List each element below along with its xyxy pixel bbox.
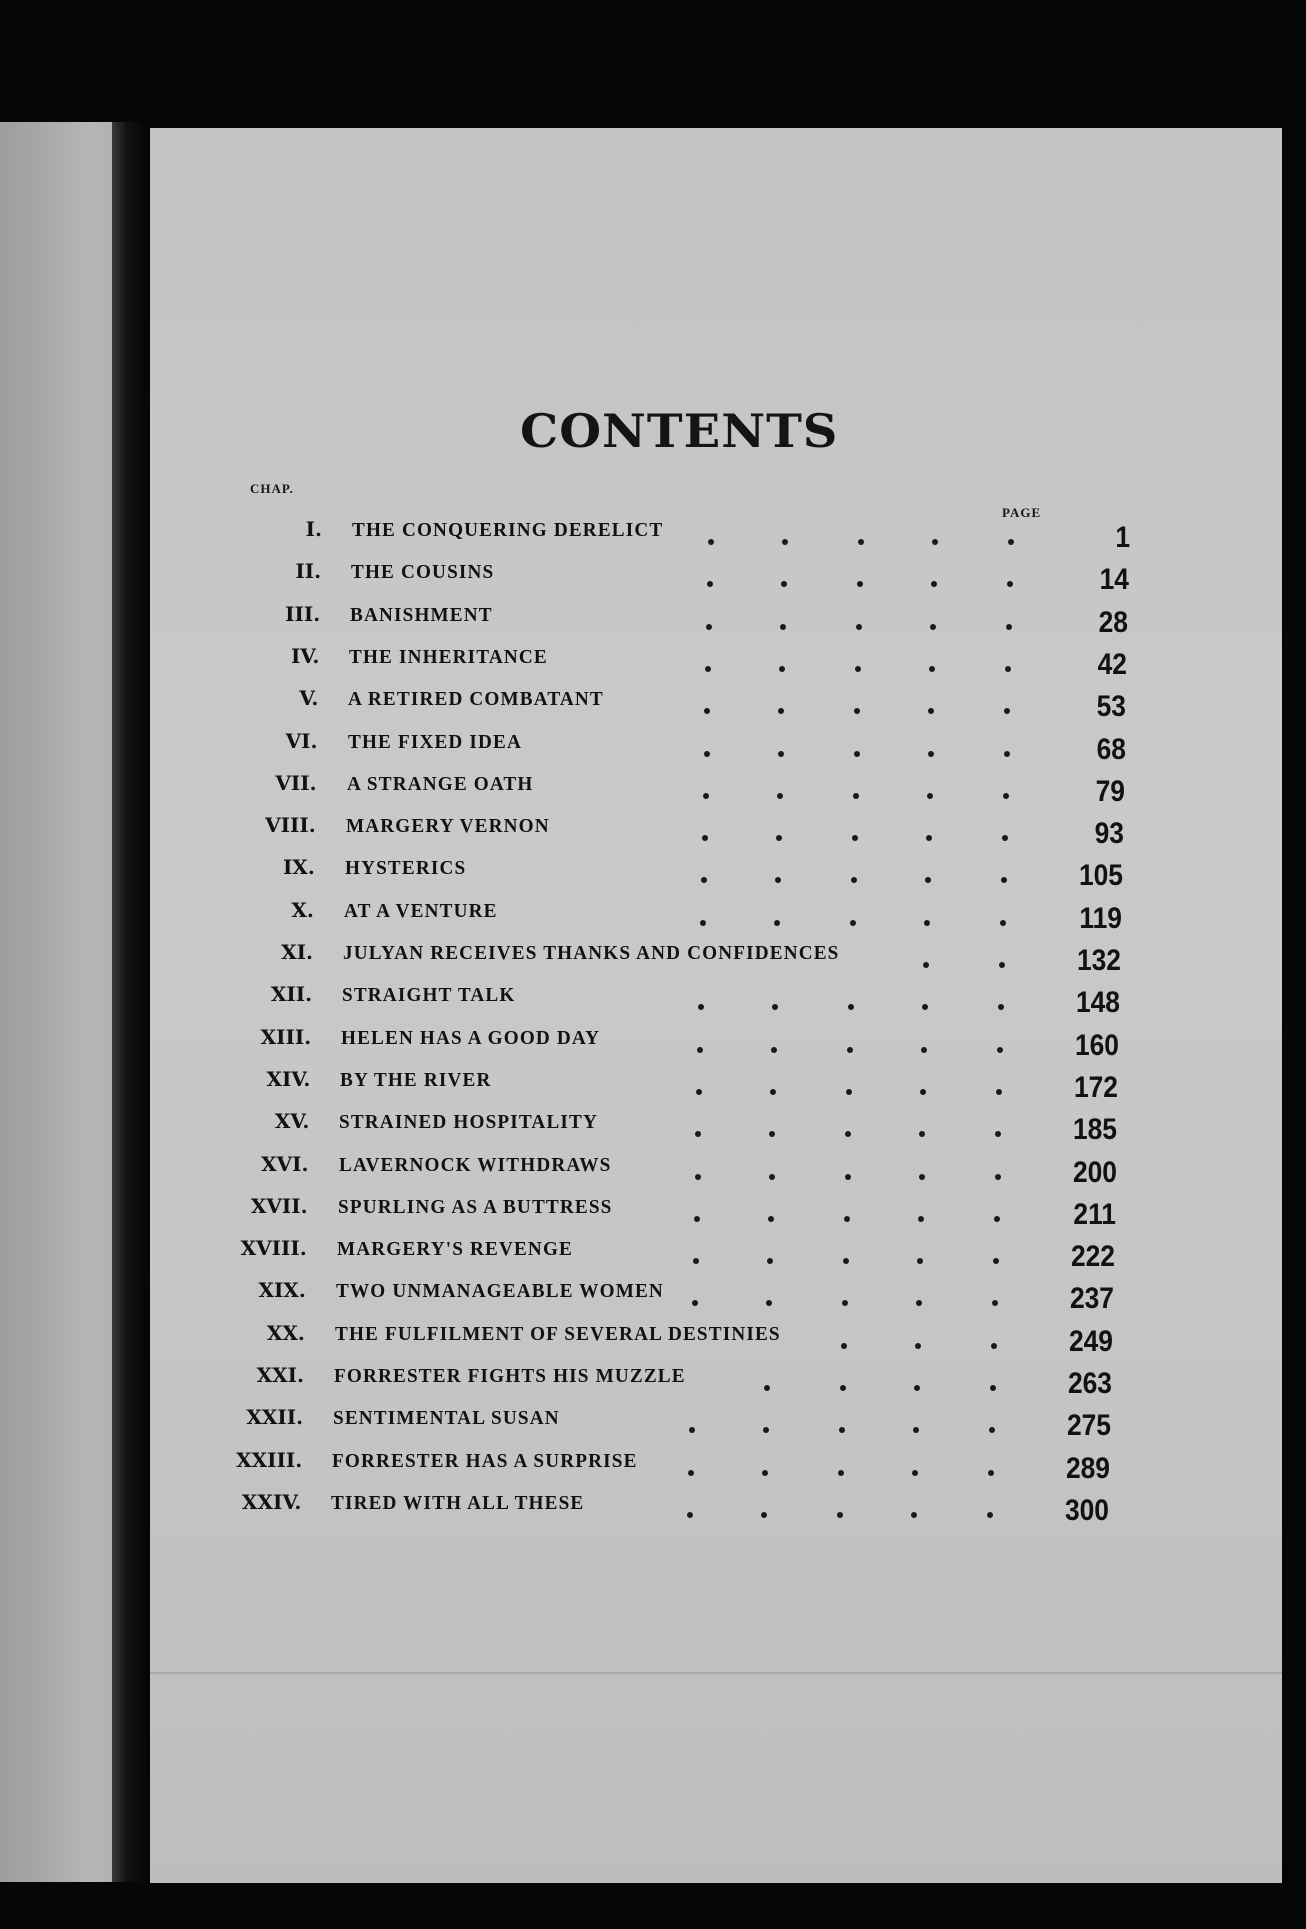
chapter-number: XX. [266, 1320, 305, 1345]
leader-dot [858, 539, 864, 545]
leader-dot [693, 1258, 699, 1264]
leader-dot [840, 1385, 846, 1391]
page-number: 222 [1070, 1240, 1115, 1274]
leader-dot [706, 624, 712, 630]
toc-entry [259, 557, 1159, 597]
chapter-number: XXIV. [241, 1489, 302, 1514]
chapter-title: HELEN HAS A GOOD DAY [341, 1026, 601, 1049]
toc-entry [249, 1023, 1149, 1063]
leader-dot [991, 1343, 997, 1349]
page-crease [150, 1672, 1282, 1674]
toc-entry [256, 727, 1156, 767]
page-number: 28 [1098, 605, 1129, 639]
leader-dot [846, 1089, 852, 1095]
page-number: 42 [1097, 647, 1128, 681]
leader-dot [843, 1258, 849, 1264]
leader-dot [924, 920, 930, 926]
leader-dot [928, 751, 934, 757]
leader-dot [1006, 624, 1012, 630]
toc-entry [243, 1319, 1143, 1359]
chapter-number: VIII. [265, 813, 316, 838]
leader-dot [918, 1216, 924, 1222]
leader-dot [696, 1089, 702, 1095]
chapter-number: XIV. [266, 1066, 311, 1091]
leader-dot [694, 1216, 700, 1222]
leader-dot [925, 877, 931, 883]
chapter-title: THE CONQUERING DERELICT [352, 519, 664, 541]
leader-dot [778, 751, 784, 757]
page-number: 132 [1076, 944, 1121, 977]
leader-dot [1005, 666, 1011, 672]
leader-dot [1004, 708, 1010, 714]
chapter-title: JULYAN RECEIVES THANKS AND CONFIDENCES [343, 942, 840, 964]
leader-dot [695, 1174, 701, 1180]
leader-dot [688, 1470, 694, 1476]
page-number: 263 [1067, 1367, 1112, 1400]
chapter-title: THE INHERITANCE [349, 645, 549, 668]
leader-dot [854, 708, 860, 714]
leader-dot [922, 1004, 928, 1010]
leader-dot [839, 1427, 845, 1433]
page-number: 237 [1069, 1282, 1114, 1316]
page-number: 211 [1072, 1197, 1116, 1231]
leader-dot [1007, 581, 1013, 587]
toc-entry [250, 980, 1150, 1020]
leader-dot [769, 1174, 775, 1180]
leader-dot [999, 962, 1005, 968]
leader-dot [704, 708, 710, 714]
leader-dot [708, 539, 714, 545]
leader-dot [704, 751, 710, 757]
page-number: 1 [1115, 521, 1130, 554]
leader-dot [931, 581, 937, 587]
toc-entry [240, 1234, 1145, 1274]
leader-dot [856, 624, 862, 630]
leader-dot [698, 1004, 704, 1010]
page-number: 119 [1079, 901, 1122, 935]
chapter-title: MARGERY VERNON [345, 815, 550, 838]
toc-entry [239, 1488, 1139, 1528]
leader-dot [781, 581, 787, 587]
toc-entry [248, 1065, 1148, 1105]
page-number: 148 [1076, 986, 1121, 1020]
leader-dot [990, 1385, 996, 1391]
leader-dot [995, 1131, 1001, 1137]
toc-entry [255, 769, 1155, 809]
leader-dot [930, 624, 936, 630]
chapter-number: XV. [274, 1109, 310, 1134]
page-number: 160 [1075, 1028, 1120, 1062]
leader-dot [987, 1512, 993, 1518]
leader-dot [995, 1174, 1001, 1180]
page-number: 172 [1074, 1070, 1119, 1104]
chapter-number: II. [295, 559, 322, 584]
leader-dot [1003, 793, 1009, 799]
leader-dot [857, 581, 863, 587]
leader-dot [1000, 920, 1006, 926]
chapter-title: STRAIGHT TALK [342, 984, 516, 1007]
toc-entry [242, 1361, 1142, 1401]
leader-dot [774, 920, 780, 926]
leader-dot [1002, 835, 1008, 841]
page-number: 68 [1096, 732, 1126, 766]
chapter-number: XXII. [246, 1405, 304, 1430]
leader-dot [921, 1047, 927, 1053]
leader-dot [772, 1004, 778, 1010]
leader-dot [695, 1131, 701, 1137]
leader-dot [779, 666, 785, 672]
leader-dot [687, 1512, 693, 1518]
leader-dot [1004, 751, 1010, 757]
leader-dot [919, 1131, 925, 1137]
page-title: CONTENTS [520, 405, 839, 459]
leader-dot [707, 581, 713, 587]
leader-dot [994, 1216, 1000, 1222]
leader-dot [997, 1047, 1003, 1053]
leader-dot [769, 1131, 775, 1137]
leader-dot [919, 1174, 925, 1180]
leader-dot [914, 1385, 920, 1391]
leader-dot [912, 1470, 918, 1476]
chapter-number: XXI. [256, 1363, 304, 1387]
leader-dot [915, 1343, 921, 1349]
leader-dot [923, 962, 929, 968]
chapter-number: XI. [281, 940, 313, 964]
leader-dot [851, 877, 857, 883]
leader-dot [993, 1258, 999, 1264]
leader-dot [841, 1343, 847, 1349]
toc-entry [247, 1107, 1147, 1147]
leader-dot [929, 666, 935, 672]
chapter-number: XVIII. [240, 1236, 307, 1261]
page-number: 200 [1072, 1155, 1117, 1189]
leader-dot [766, 1300, 772, 1306]
leader-dot [848, 1004, 854, 1010]
leader-dot [1008, 539, 1014, 545]
leader-dot [764, 1385, 770, 1391]
toc-entry [241, 1403, 1141, 1443]
leader-dot [996, 1089, 1002, 1095]
page-column-header: PAGE [1002, 505, 1042, 520]
chapter-number: V. [299, 686, 319, 711]
toc-entry [252, 896, 1152, 936]
toc-entry [253, 853, 1153, 893]
chapter-column-header: CHAP. [250, 481, 294, 496]
leader-dot [844, 1216, 850, 1222]
leader-dot [850, 920, 856, 926]
leader-dot [700, 920, 706, 926]
chapter-title: SENTIMENTAL SUSAN [333, 1407, 560, 1430]
page-number: 249 [1068, 1324, 1113, 1358]
leader-dot [701, 877, 707, 883]
toc-entry [257, 642, 1157, 682]
page-number: 93 [1094, 817, 1124, 851]
chapter-number: I. [305, 517, 322, 541]
leader-dot [780, 624, 786, 630]
leader-dot [927, 793, 933, 799]
chapter-title: THE COUSINS [351, 561, 495, 584]
page-number: 275 [1067, 1409, 1112, 1443]
leader-dot [697, 1047, 703, 1053]
chapter-title: FORRESTER FIGHTS HIS MUZZLE [334, 1365, 686, 1387]
chapter-number: VI. [285, 728, 318, 753]
page-number: 185 [1073, 1113, 1118, 1147]
page-number: 14 [1099, 563, 1130, 597]
chapter-title: LAVERNOCK WITHDRAWS [338, 1153, 611, 1176]
leader-dot [763, 1427, 769, 1433]
toc-entry [251, 938, 1151, 978]
leader-dot [775, 877, 781, 883]
page-number: 79 [1095, 774, 1125, 808]
leader-dot [1001, 877, 1007, 883]
leader-dot [776, 835, 782, 841]
leader-dot [920, 1089, 926, 1095]
leader-dot [932, 539, 938, 545]
leader-dot [761, 1512, 767, 1518]
chapter-number: XVII. [250, 1193, 308, 1218]
toc-entry [246, 1192, 1146, 1232]
chapter-title: AT A VENTURE [343, 899, 498, 922]
leader-dot [782, 539, 788, 545]
leader-dot [845, 1131, 851, 1137]
chapter-title: HYSTERICS [344, 857, 467, 880]
leader-dot [992, 1300, 998, 1306]
toc-entry [244, 1276, 1144, 1316]
leader-dot [917, 1258, 923, 1264]
leader-dot [778, 708, 784, 714]
chapter-number: IV. [290, 643, 320, 668]
leader-dot [762, 1470, 768, 1476]
chapter-number: XVI. [261, 1151, 309, 1176]
leader-dot [853, 793, 859, 799]
leader-dot [852, 835, 858, 841]
leader-dot [926, 835, 932, 841]
chapter-title: MARGERY'S REVENGE [336, 1238, 573, 1261]
chapter-number: IX. [282, 855, 315, 880]
chapter-title: A RETIRED COMBATANT [348, 688, 605, 711]
chapter-number: XXIII. [236, 1447, 303, 1472]
leader-dot [988, 1470, 994, 1476]
leader-dot [998, 1004, 1004, 1010]
chapter-title: BANISHMENT [350, 603, 493, 626]
leader-dot [911, 1512, 917, 1518]
leader-dot [771, 1047, 777, 1053]
leader-dot [847, 1047, 853, 1053]
leader-dot [855, 666, 861, 672]
chapter-title: STRAINED HOSPITALITY [339, 1111, 599, 1134]
leader-dot [854, 751, 860, 757]
chapter-number: VII. [275, 770, 317, 795]
leader-dot [838, 1470, 844, 1476]
chapter-number: XIX. [258, 1278, 306, 1303]
leader-dot [913, 1427, 919, 1433]
leader-dot [770, 1089, 776, 1095]
chapter-title: BY THE RIVER [340, 1068, 492, 1091]
toc-entry [236, 1446, 1140, 1486]
toc-entry [247, 1150, 1147, 1190]
leader-dot [777, 793, 783, 799]
leader-dot [703, 793, 709, 799]
leader-dot [842, 1300, 848, 1306]
page-number: 300 [1065, 1493, 1110, 1527]
leader-dot [768, 1216, 774, 1222]
chapter-title: THE FULFILMENT OF SEVERAL DESTINIES [334, 1322, 781, 1345]
leader-dot [705, 666, 711, 672]
chapter-title: A STRANGE OATH [346, 772, 534, 795]
chapter-number: XII. [270, 982, 313, 1007]
chapter-title: FORRESTER HAS A SURPRISE [332, 1449, 638, 1472]
toc-entry [254, 811, 1154, 851]
leader-dot [692, 1300, 698, 1306]
chapter-title: TWO UNMANAGEABLE WOMEN [335, 1280, 664, 1303]
toc-entry [260, 515, 1160, 555]
chapter-number: III. [285, 601, 321, 626]
chapter-title: TIRED WITH ALL THESE [331, 1491, 585, 1514]
leader-dot [767, 1258, 773, 1264]
chapter-title: THE FIXED IDEA [347, 730, 522, 753]
leader-dot [845, 1174, 851, 1180]
page-number: 289 [1066, 1451, 1111, 1485]
leader-dot [928, 708, 934, 714]
page-number: 53 [1097, 690, 1127, 724]
leader-dot [689, 1427, 695, 1433]
page-number: 105 [1078, 859, 1123, 893]
leader-dot [916, 1300, 922, 1306]
chapter-title: SPURLING AS A BUTTRESS [337, 1195, 613, 1218]
chapter-number: X. [291, 897, 314, 922]
chapter-number: XIII. [260, 1024, 312, 1049]
toc-entry [258, 600, 1158, 640]
toc-entry [256, 684, 1156, 724]
leader-dot [989, 1427, 995, 1433]
leader-dot [702, 835, 708, 841]
book-gutter [112, 122, 150, 1882]
leader-dot [837, 1512, 843, 1518]
